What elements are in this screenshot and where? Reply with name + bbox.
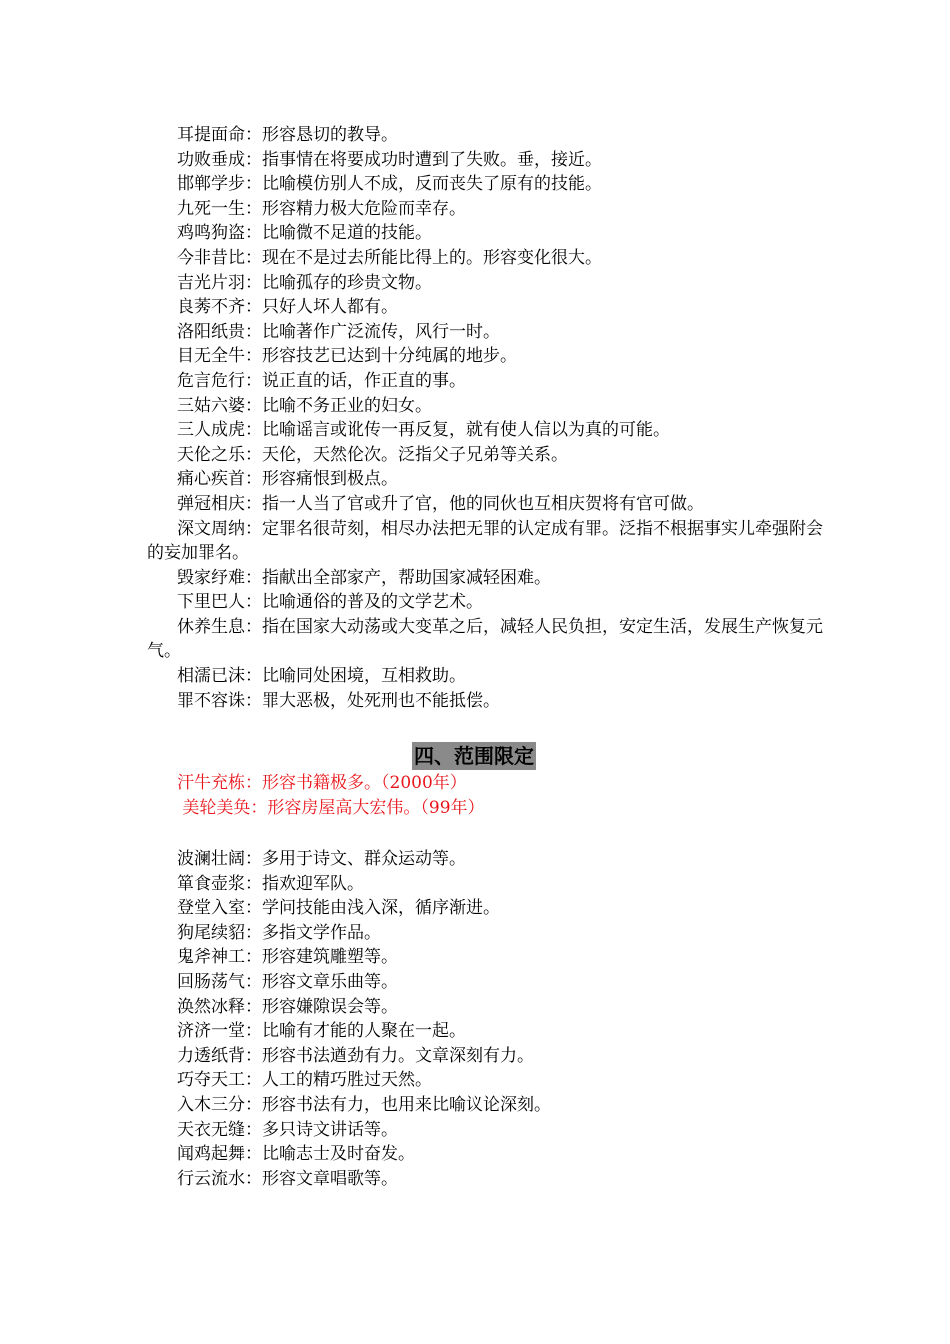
list-item: 今非昔比：现在不是过去所能比得上的。形容变化很大。 — [177, 247, 602, 268]
list-item: 闻鸡起舞：比喻志士及时奋发。 — [177, 1144, 415, 1165]
highlighted-list-item: 汗牛充栋：形容书籍极多。（2000年） — [177, 773, 467, 793]
list-item: 痛心疾首：形容痛恨到极点。 — [177, 469, 398, 490]
list-item: 回肠荡气：形容文章乐曲等。 — [177, 971, 398, 992]
list-item: 登堂入室：学问技能由浅入深，循序渐进。 — [177, 898, 500, 919]
list-item: 巧夺天工：人工的精巧胜过天然。 — [177, 1070, 432, 1091]
list-item: 休养生息：指在国家大动荡或大变革之后，减轻人民负担，安定生活，发展生产恢复元气。 — [147, 616, 823, 662]
list-item: 九死一生：形容精力极大危险而幸存。 — [177, 198, 466, 219]
list-item: 三人成虎：比喻谣言或讹传一再反复，就有使人信以为真的可能。 — [177, 420, 670, 441]
list-item: 三姑六婆：比喻不务正业的妇女。 — [177, 395, 432, 416]
list-item: 吉光片羽：比喻孤存的珍贵文物。 — [177, 272, 432, 293]
list-item: 狗尾续貂：多指文学作品。 — [177, 922, 381, 943]
list-item: 功败垂成：指事情在将要成功时遭到了失败。垂，接近。 — [177, 149, 602, 170]
list-item: 入木三分：形容书法有力，也用来比喻议论深刻。 — [177, 1094, 551, 1115]
list-item: 罪不容诛：罪大恶极，处死刑也不能抵偿。 — [177, 690, 500, 711]
list-item: 耳提面命：形容恳切的教导。 — [177, 125, 398, 145]
idiom-list-1 — [147, 123, 823, 713]
list-item: 相濡已沫：比喻同处困境，互相救助。 — [177, 666, 466, 687]
list-item: 箪食壶浆：指欢迎军队。 — [177, 873, 364, 894]
list-item: 鸡鸣狗盗：比喻微不足道的技能。 — [177, 223, 432, 244]
list-item: 弹冠相庆：指一人当了官或升了官，他的同伙也互相庆贺将有官可做。 — [177, 493, 704, 514]
list-item: 目无全牛：形容技艺已达到十分纯属的地步。 — [177, 346, 517, 367]
list-item: 洛阳纸贵：比喻著作广泛流传，风行一时。 — [177, 321, 500, 342]
list-item: 涣然冰释：形容嫌隙误会等。 — [177, 996, 398, 1017]
list-item: 危言危行：说正直的话，作正直的事。 — [177, 370, 466, 391]
section-heading: 四、范围限定 — [414, 744, 534, 768]
list-item: 毁家纾难：指献出全部家产，帮助国家减轻困难。 — [177, 567, 551, 588]
list-item: 天衣无缝：多只诗文讲话等。 — [177, 1119, 398, 1140]
highlighted-list-item: 美轮美奂：形容房屋高大宏伟。（99年） — [177, 797, 485, 818]
section-heading-row — [0, 742, 950, 770]
list-item: 鬼斧神工：形容建筑雕塑等。 — [177, 947, 398, 968]
list-item: 邯郸学步：比喻模仿别人不成，反而丧失了原有的技能。 — [177, 174, 602, 195]
highlighted-idiom-list — [147, 771, 823, 820]
list-item: 天伦之乐：天伦，天然伦次。泛指父子兄弟等关系。 — [177, 444, 568, 465]
idiom-list-2 — [147, 847, 823, 1191]
list-item: 力透纸背：形容书法遒劲有力。文章深刻有力。 — [177, 1045, 534, 1066]
list-item: 深文周纳：定罪名很苛刻，相尽办法把无罪的认定成有罪。泛指不根据事实儿牵强附会的妄加罪名。 — [147, 518, 823, 564]
list-item: 良莠不齐：只好人坏人都有。 — [177, 297, 398, 318]
list-item: 下里巴人：比喻通俗的普及的文学艺术。 — [177, 592, 483, 613]
list-item: 行云流水：形容文章唱歌等。 — [177, 1168, 398, 1189]
list-item: 济济一堂：比喻有才能的人聚在一起。 — [177, 1021, 466, 1042]
list-item: 波澜壮阔：多用于诗文、群众运动等。 — [177, 849, 466, 869]
